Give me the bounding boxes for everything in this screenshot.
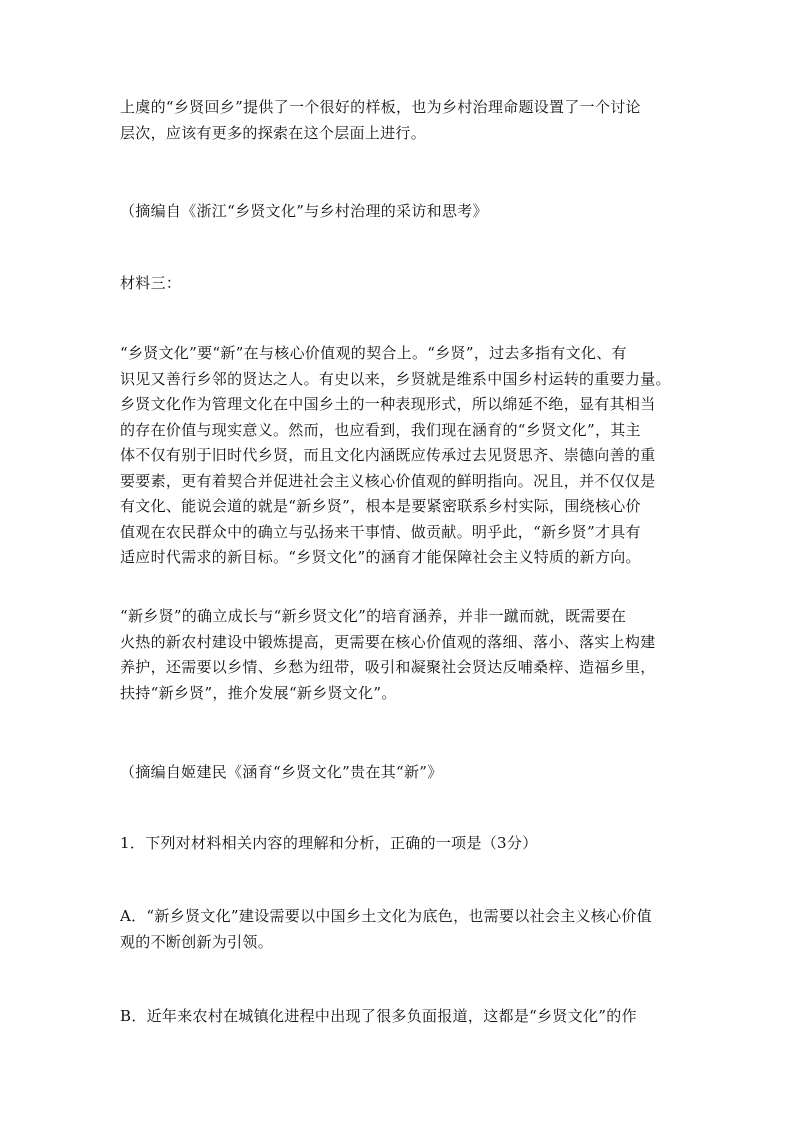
option-b xyxy=(120,1004,676,1030)
source-citation-1 xyxy=(120,199,676,225)
text-line: 上虞的“乡贤回乡”提供了一个很好的样板，也为乡村治理命题设置了一个讨论 xyxy=(120,98,641,116)
option-a xyxy=(120,904,676,955)
text-line: 的存在价值与现实意义。然而，也应看到，我们现在涵育的“乡贤文化”，其主 xyxy=(120,420,641,439)
text-line: 观的不断创新为引领。 xyxy=(120,932,274,951)
material-3-heading xyxy=(120,271,676,297)
text-line: 扶持“新乡贤”，推介发展“新乡贤文化”。 xyxy=(120,683,397,702)
source-citation-2 xyxy=(120,760,676,786)
text-line: （摘编自《浙江“乡贤文化”与乡村治理的采访和思考》 xyxy=(120,202,488,220)
text-line: 体不仅有别于旧时代乡贤，而且文化内涵既应传承过去见贤思齐、崇德向善的重 xyxy=(120,446,656,464)
text-line: 1．下列对材料相关内容的理解和分析，正确的一项是（3分） xyxy=(120,834,538,852)
text-line: 乡贤文化作为管理文化在中国乡土的一种表现形式，所以绵延不绝，显有其相当 xyxy=(120,395,656,413)
text-line: 适应时代需求的新目标。“乡贤文化”的涵育才能保障社会主义特质的新方向。 xyxy=(120,548,641,566)
text-line: 识见又善行乡邻的贤达之人。有史以来，乡贤就是维系中国乡村运转的重要力量。 xyxy=(120,369,671,388)
text-line: “新乡贤”的确立成长与“新乡贤文化”的培育涵养，并非一蹴而就，既需要在 xyxy=(120,607,627,625)
text-line: 有文化、能说会道的就是“新乡贤”，根本是要紧密联系乡村实际，围绕核心价 xyxy=(120,497,641,515)
text-line: 养护，还需要以乡情、乡愁为纽带，吸引和凝聚社会贤达反哺桑梓、造福乡里， xyxy=(120,658,656,676)
paragraph-new-xiangxian xyxy=(120,604,676,706)
text-line: 材料三： xyxy=(120,274,182,292)
text-line: “乡贤文化”要“新”在与核心价值观的契合上。“乡贤”，过去多指有文化、有 xyxy=(120,344,627,362)
text-line: A．“新乡贤文化”建设需要以中国乡土文化为底色，也需要以社会主义核心价值 xyxy=(120,907,652,925)
text-line: 火热的新农村建设中锻炼提高，更需要在核心价值观的落细、落小、落实上构建 xyxy=(120,632,656,651)
text-line: B．近年来农村在城镇化进程中出现了很多负面报道，这都是“乡贤文化”的作 xyxy=(120,1007,637,1025)
text-line: 要要素，更有着契合并促进社会主义核心价值观的鲜明指向。况且，并不仅仅是 xyxy=(120,471,656,490)
text-line: 值观在农民群众中的确立与弘扬来干事情、做贡献。明乎此，“新乡贤”才具有 xyxy=(120,522,641,541)
question-1 xyxy=(120,831,676,857)
text-line: 层次，应该有更多的探索在这个层面上进行。 xyxy=(120,123,427,142)
text-line: （摘编自姬建民《涵育“乡贤文化”贵在其“新”》 xyxy=(120,763,443,781)
paragraph-xiangxian-culture xyxy=(120,341,676,571)
paragraph-shangyu xyxy=(120,95,676,146)
